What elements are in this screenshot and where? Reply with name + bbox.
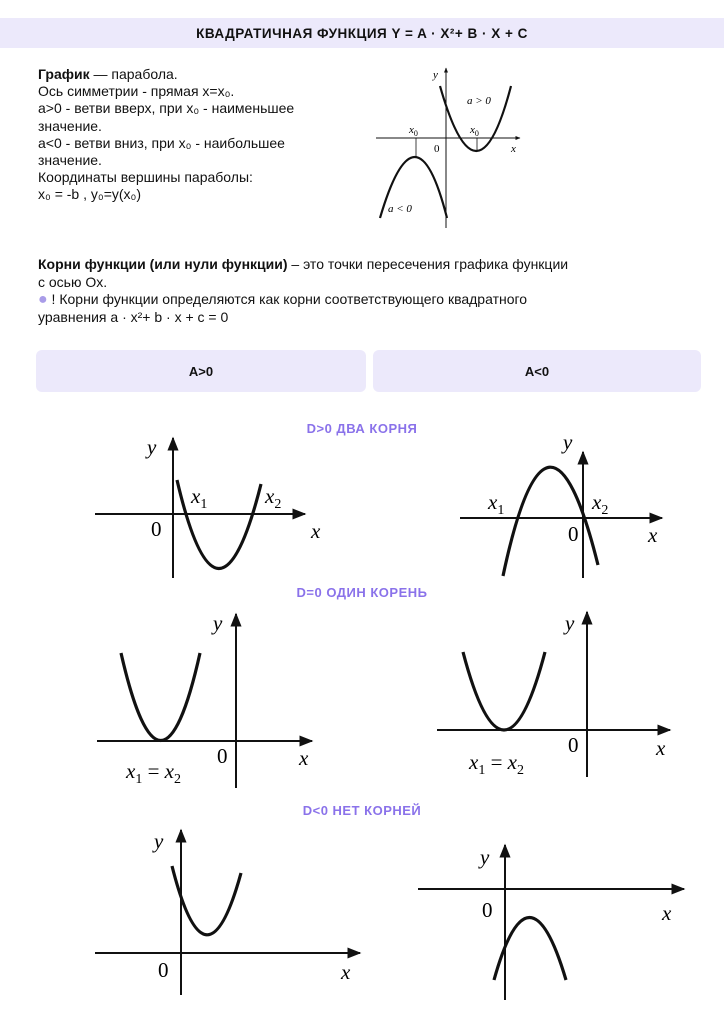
intro-line: x₀ = -b , y₀=y(x₀) <box>38 186 142 203</box>
column-label: A<0 <box>524 363 550 379</box>
intro-line: a>0 - ветви вверх, при x₀ - наименьшее <box>38 100 295 117</box>
bullet-icon: ● <box>38 291 48 308</box>
x-label: x <box>299 746 309 770</box>
y-label: y <box>563 430 573 454</box>
column-label: A>0 <box>188 363 214 379</box>
x2-label: $x_2$ <box>265 484 282 512</box>
graph-term: График <box>38 66 90 82</box>
graph-two-roots-a-positive <box>95 435 321 578</box>
x-label: x <box>311 519 321 543</box>
parabola <box>463 652 545 730</box>
x-label: x <box>511 143 516 155</box>
y-label: y <box>433 69 438 81</box>
graph-no-roots-a-negative <box>418 845 684 1000</box>
roots-definition: – это точки пересечения графика функции <box>287 256 569 272</box>
x-label: x <box>656 736 666 760</box>
y-label: y <box>213 611 223 635</box>
a-negative-label: a < 0 <box>388 203 412 215</box>
origin-label: 0 <box>217 744 228 768</box>
origin-label: 0 <box>568 733 579 757</box>
origin-label: 0 <box>151 517 162 541</box>
y-label: y <box>480 845 490 869</box>
intro-line: a<0 - ветви вниз, при x₀ - наибольшее <box>38 134 285 151</box>
intro-line: значение. <box>38 152 102 169</box>
section-no-roots: D<0 НЕТ КОРНЕЙ <box>302 803 422 818</box>
graph-definition: — парабола. <box>89 66 178 82</box>
section-two-roots: D>0 ДВА КОРНЯ <box>306 421 418 436</box>
x-label: x <box>662 901 672 925</box>
y-label: y <box>565 611 575 635</box>
origin-label: 0 <box>482 898 493 922</box>
x2-label: $x_2$ <box>592 490 609 518</box>
parabola <box>172 866 241 935</box>
parabola <box>177 480 261 569</box>
origin-label: 0 <box>158 958 169 982</box>
intro-line: Ось симметрии - прямая x=x₀. <box>38 83 235 100</box>
origin-label: 0 <box>568 522 579 546</box>
x1-label: $x_1$ <box>488 490 505 518</box>
intro-line: значение. <box>38 117 102 134</box>
x0-label: $x_0$ <box>470 124 479 138</box>
roots-line: уравнения a · x²+ b · x + c = 0 <box>38 308 229 325</box>
section-one-root: D=0 ОДИН КОРЕНЬ <box>296 585 428 600</box>
y-label: y <box>154 829 164 853</box>
a-positive-label: a > 0 <box>467 95 491 107</box>
double-root-label: $x_1 = x_2$ <box>469 750 524 778</box>
graph-two-roots-a-negative <box>460 430 662 578</box>
double-root-label: $x_1 = x_2$ <box>126 759 181 787</box>
origin-label: 0 <box>434 143 440 155</box>
x1-label: $x_1$ <box>191 484 208 512</box>
roots-line: с осью Ox. <box>38 273 108 290</box>
x0-label: $x_0$ <box>409 124 418 138</box>
roots-line: ! Корни функции определяются как корни соответствующего квадратного <box>47 291 528 307</box>
graph-one-root-a-negative <box>437 611 670 778</box>
roots-term: Корни функции (или нули функции) <box>38 256 288 272</box>
x-label: x <box>648 523 658 547</box>
x-label: x <box>341 960 351 984</box>
intro-graph <box>376 68 520 228</box>
page-title: КВАДРАТИЧНАЯ ФУНКЦИЯ Y = A · X²+ B · X + C <box>196 25 528 41</box>
y-label: y <box>147 435 157 459</box>
graph-one-root-a-positive <box>97 611 312 788</box>
parabola <box>121 653 200 741</box>
graph-no-roots-a-positive <box>95 829 360 995</box>
intro-line: Координаты вершины параболы: <box>38 169 253 186</box>
